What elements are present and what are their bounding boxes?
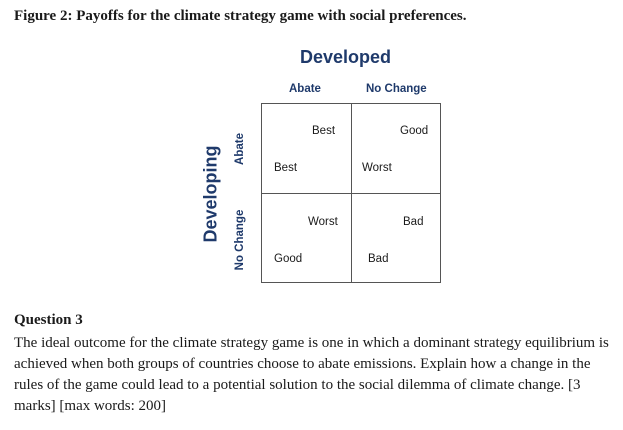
payoff-abate-nochange-developed: Good: [400, 125, 429, 137]
payoff-matrix: [261, 103, 441, 283]
payoff-abate-abate-developed: Best: [312, 125, 336, 137]
column-strategy-no-change: No Change: [366, 83, 427, 95]
matrix-horizontal-divider: [262, 193, 440, 194]
column-player-label: Developed: [300, 47, 392, 67]
payoff-nochange-abate-developing: Good: [274, 253, 303, 265]
question-heading: Question 3: [14, 312, 83, 328]
row-strategy-no-change: No Change: [234, 209, 246, 271]
payoff-nochange-nochange-developing: Bad: [368, 253, 389, 265]
payoff-nochange-abate-developed: Worst: [308, 216, 338, 228]
figure-title: Figure 2: Payoffs for the climate strategy game with social preferences.: [14, 8, 467, 24]
payoff-abate-abate-developing: Best: [274, 162, 298, 174]
row-strategy-abate: Abate: [234, 133, 246, 165]
payoff-nochange-nochange-developed: Bad: [403, 216, 424, 228]
question-body: The ideal outcome for the climate strategy game is one in which a dominant strategy equilibrium is achieved when both groups of countries choose to abate emissions. Explain how a change in the rules of the game could lead to a potential solution to the social dilemma of climate change. [3 marks] [max words: 200]: [14, 335, 609, 414]
row-player-label: Developing: [200, 145, 221, 243]
payoff-abate-nochange-developing: Worst: [362, 162, 392, 174]
column-strategy-abate: Abate: [289, 83, 321, 95]
